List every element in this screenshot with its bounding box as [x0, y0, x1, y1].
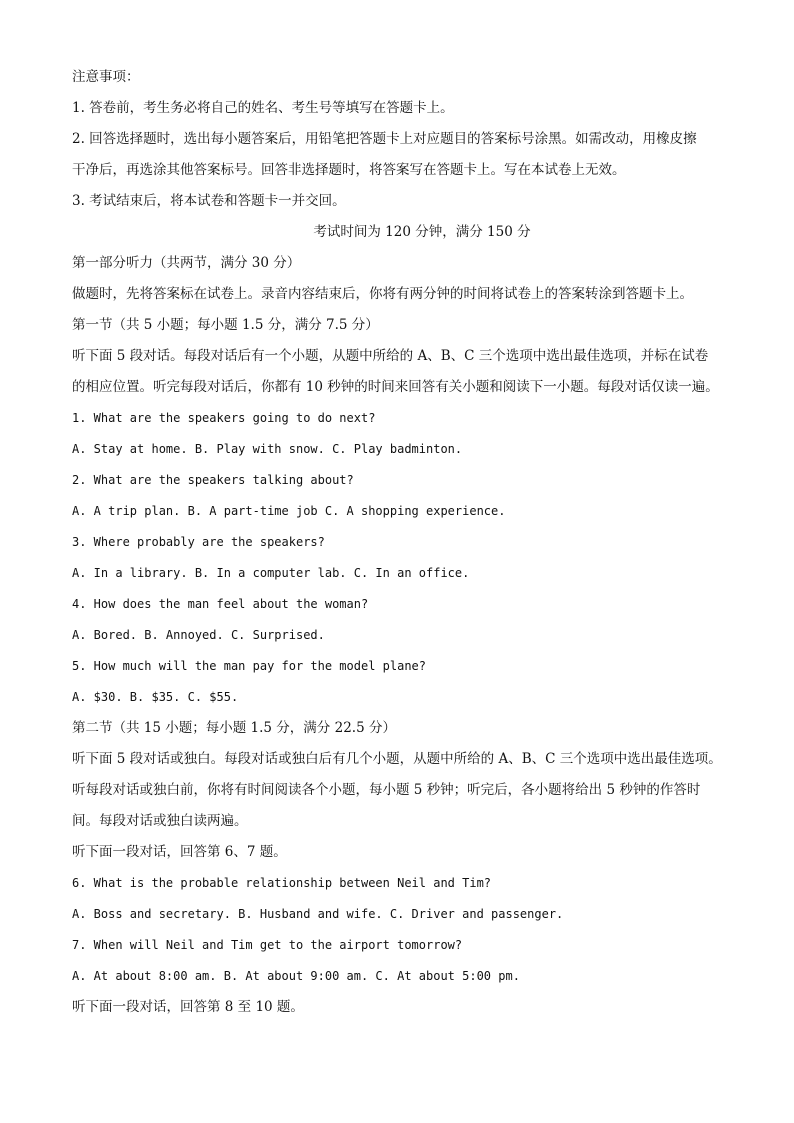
- section2-instruction-2: 听每段对话或独白前，你将有时间阅读各个小题，每小题 5 秒钟；听完后，各小题将给出 5 秒钟的作答时: [72, 782, 701, 798]
- notice-item-1: 1. 答卷前，考生务必将自己的姓名、考生号等填写在答题卡上。: [72, 100, 454, 116]
- question-2-options: A. A trip plan. B. A part-time job C. A shopping experience.: [72, 504, 506, 518]
- section2-instruction-1: 听下面 5 段对话或独白。每段对话或独白后有几个小题，从题中所给的 A、B、C 三个选项中选出最佳选项。: [72, 751, 722, 767]
- exam-time: 考试时间为 120 分钟，满分 150 分: [313, 224, 531, 240]
- question-6-options: A. Boss and secretary. B. Husband and wife. C. Driver and passenger.: [72, 907, 564, 921]
- notice-title: 注意事项：: [72, 69, 140, 85]
- question-1-options: A. Stay at home. B. Play with snow. C. Play badminton.: [72, 442, 463, 456]
- section1-instruction-2: 的相应位置。听完每段对话后，你都有 10 秒钟的时间来回答有关小题和阅读下一小题。每段对话仅读一遍。: [72, 379, 719, 395]
- question-6: 6. What is the probable relationship between Neil and Tim?: [72, 876, 492, 890]
- section2-title: 第二节（共 15 小题；每小题 1.5 分，满分 22.5 分）: [72, 720, 396, 736]
- question-3-options: A. In a library. B. In a computer lab. C. In an office.: [72, 566, 470, 580]
- group2-intro: 听下面一段对话，回答第 8 至 10 题。: [72, 999, 304, 1015]
- question-1: 1. What are the speakers going to do next?: [72, 411, 376, 425]
- notice-item-3: 3. 考试结束后，将本试卷和答题卡一并交回。: [72, 193, 346, 209]
- exam-page: [72, 62, 732, 1023]
- question-3: 3. Where probably are the speakers?: [72, 535, 325, 549]
- question-5-options: A. $30. B. $35. C. $55.: [72, 690, 239, 704]
- question-2: 2. What are the speakers talking about?: [72, 473, 354, 487]
- part1-title: 第一部分听力（共两节，满分 30 分）: [72, 255, 301, 271]
- part1-instruction: 做题时，先将答案标在试卷上。录音内容结束后，你将有两分钟的时间将试卷上的答案转涂到答题卡上。: [72, 286, 693, 302]
- notice-item-2-cont: 干净后，再选涂其他答案标号。回答非选择题时，将答案写在答题卡上。写在本试卷上无效。: [72, 162, 626, 178]
- notice-item-2: 2. 回答选择题时，选出每小题答案后，用铅笔把答题卡上对应题目的答案标号涂黑。如需改动，用橡皮擦: [72, 131, 697, 147]
- question-4-options: A. Bored. B. Annoyed. C. Surprised.: [72, 628, 325, 642]
- section1-instruction-1: 听下面 5 段对话。每段对话后有一个小题，从题中所给的 A、B、C 三个选项中选出最佳选项，并标在试卷: [72, 348, 709, 364]
- question-7: 7. When will Neil and Tim get to the airport tomorrow?: [72, 938, 463, 952]
- question-4: 4. How does the man feel about the woman?: [72, 597, 369, 611]
- question-7-options: A. At about 8:00 am. B. At about 9:00 am. C. At about 5:00 pm.: [72, 969, 520, 983]
- section1-title: 第一节（共 5 小题；每小题 1.5 分，满分 7.5 分）: [72, 317, 379, 333]
- section2-instruction-3: 间。每段对话或独白读两遍。: [72, 813, 248, 829]
- group1-intro: 听下面一段对话，回答第 6、7 题。: [72, 844, 287, 860]
- question-5: 5. How much will the man pay for the model plane?: [72, 659, 427, 673]
